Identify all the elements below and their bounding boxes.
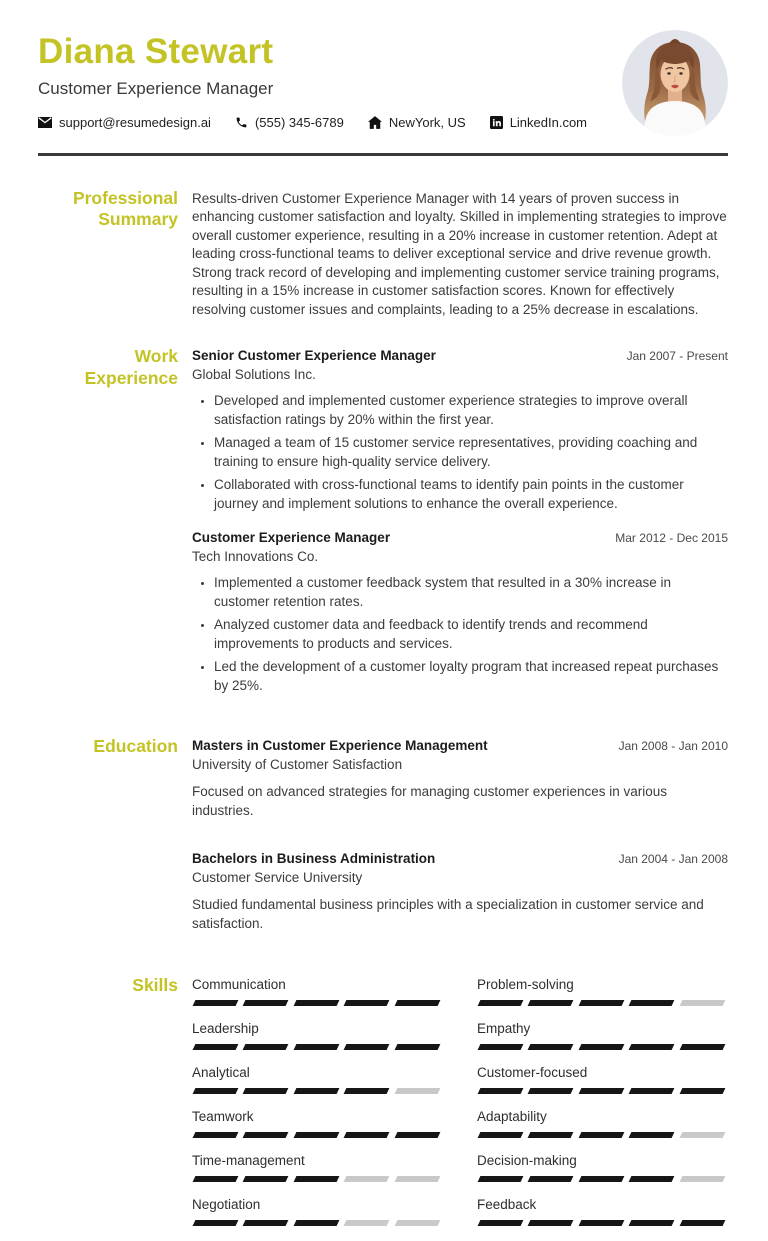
skill-bar-segment-filled	[293, 1132, 339, 1138]
skill-bar-segment-filled	[193, 1132, 239, 1138]
skill-name: Communication	[192, 977, 286, 993]
profile-photo	[622, 30, 728, 136]
skill-bar-segment-filled	[679, 1220, 725, 1226]
job-bullet: • Analyzed customer data and feedback to identify trends and recommend improvements to products and services.	[214, 616, 728, 653]
skill-name: Time-management	[192, 1153, 305, 1169]
skill-bar-segment-filled	[478, 1088, 524, 1094]
skill-bar-segment-filled	[478, 1132, 524, 1138]
skill-item	[192, 1109, 443, 1138]
skill-bar-segment-filled	[293, 1220, 339, 1226]
skill-bar-segment-filled	[528, 1132, 574, 1138]
skill-bar-segment-filled	[528, 1000, 574, 1006]
skill-level-bar	[192, 1044, 443, 1050]
section-work-experience	[38, 346, 728, 700]
degree-school: University of Customer Satisfaction	[192, 757, 403, 773]
skill-bar-segment-empty	[394, 1176, 440, 1182]
skill-bar-segment-filled	[478, 1044, 524, 1050]
job-bullet: • Developed and implemented customer experience strategies to improve overall satisfaction ratings by 20% within the first year.	[214, 392, 728, 429]
skill-bar-segment-filled	[478, 1176, 524, 1182]
skill-name: Customer-focused	[477, 1065, 588, 1081]
skill-bar-segment-filled	[293, 1044, 339, 1050]
skill-level-bar	[477, 1176, 728, 1182]
skill-bar-segment-empty	[344, 1220, 390, 1226]
skill-name: Decision-making	[477, 1153, 577, 1169]
skill-name: Negotiation	[192, 1197, 261, 1213]
education-entry	[192, 736, 728, 820]
skill-bar-segment-filled	[578, 1000, 624, 1006]
skill-bar-segment-filled	[679, 1088, 725, 1094]
skill-bar-segment-filled	[629, 1000, 675, 1006]
skill-item	[477, 1065, 728, 1094]
skill-name: Empathy	[477, 1021, 531, 1037]
contact-location[interactable]	[368, 115, 466, 130]
job-company: Global Solutions Inc.	[192, 367, 316, 383]
skill-item	[477, 977, 728, 1006]
skill-bar-segment-filled	[243, 1220, 289, 1226]
skill-name: Problem-solving	[477, 977, 574, 993]
skill-item	[192, 1065, 443, 1094]
contact-email[interactable]	[38, 115, 211, 130]
skill-level-bar	[477, 1044, 728, 1050]
skill-bar-segment-filled	[578, 1088, 624, 1094]
contact-phone-text: (555) 345-6789	[254, 114, 344, 130]
skill-bar-segment-filled	[629, 1220, 675, 1226]
section-heading-professional-summary: Professional Summary	[72, 188, 178, 230]
skill-bar-segment-filled	[293, 1176, 339, 1182]
job-bullets	[192, 574, 728, 695]
section-education	[38, 736, 728, 933]
degree-dates: Jan 2004 - Jan 2008	[618, 852, 728, 867]
skill-level-bar	[477, 1088, 728, 1094]
section-professional-summary	[38, 188, 728, 319]
job-bullet: • Managed a team of 15 customer service representatives, providing coaching and training to ensure high-quality service delivery.	[214, 434, 728, 471]
job-entry	[192, 528, 728, 695]
skill-bar-segment-filled	[578, 1220, 624, 1226]
degree-title: Masters in Customer Experience Management	[192, 738, 488, 754]
skill-bar-segment-filled	[394, 1000, 440, 1006]
skill-bar-segment-filled	[528, 1088, 574, 1094]
skills-column-right	[477, 977, 728, 1241]
skill-item	[192, 1021, 443, 1050]
skill-bar-segment-filled	[478, 1220, 524, 1226]
section-heading-education: Education	[93, 736, 178, 757]
skill-level-bar	[192, 1176, 443, 1182]
skills-column-left	[192, 977, 443, 1241]
skill-bar-segment-filled	[193, 1088, 239, 1094]
job-title: Senior Customer Experience Manager	[192, 348, 436, 364]
degree-title: Bachelors in Business Administration	[192, 851, 436, 867]
skill-bar-segment-filled	[344, 1132, 390, 1138]
skill-level-bar	[477, 1220, 728, 1226]
person-name: Diana Stewart	[38, 32, 274, 71]
job-dates: Jan 2007 - Present	[626, 349, 728, 364]
skill-item	[192, 977, 443, 1006]
contact-location-text: NewYork, US	[388, 114, 466, 130]
skill-bar-segment-filled	[243, 1000, 289, 1006]
skill-item	[192, 1153, 443, 1182]
skill-bar-segment-filled	[394, 1132, 440, 1138]
linkedin-icon	[490, 116, 503, 129]
skill-bar-segment-filled	[578, 1132, 624, 1138]
skill-bar-segment-empty	[679, 1132, 725, 1138]
job-bullet: • Collaborated with cross-functional teams to identify pain points in the customer journey and implement solutions to enhance the overall experience.	[214, 476, 728, 513]
section-skills	[38, 975, 728, 1241]
skill-bar-segment-filled	[629, 1044, 675, 1050]
skill-bar-segment-empty	[394, 1220, 440, 1226]
job-bullet: • Implemented a customer feedback system that resulted in a 30% increase in customer retention rates.	[214, 574, 728, 611]
skill-name: Leadership	[192, 1021, 259, 1037]
skill-item	[192, 1197, 443, 1226]
skill-bar-segment-filled	[679, 1044, 725, 1050]
education-entry	[192, 849, 728, 933]
skill-name: Teamwork	[192, 1109, 254, 1125]
skill-bar-segment-filled	[293, 1088, 339, 1094]
job-bullets	[192, 392, 728, 513]
skill-bar-segment-filled	[243, 1132, 289, 1138]
section-heading-skills: Skills	[132, 975, 178, 996]
section-heading-work-experience: Work Experience	[84, 346, 178, 388]
skill-bar-segment-filled	[293, 1000, 339, 1006]
skill-bar-segment-empty	[679, 1000, 725, 1006]
header-identity	[38, 28, 587, 130]
skill-level-bar	[477, 1000, 728, 1006]
skill-name: Adaptability	[477, 1109, 547, 1125]
skill-bar-segment-filled	[578, 1176, 624, 1182]
skill-bar-segment-filled	[243, 1088, 289, 1094]
job-entry	[192, 346, 728, 513]
skill-bar-segment-filled	[193, 1044, 239, 1050]
skill-bar-segment-filled	[243, 1176, 289, 1182]
contact-linkedin[interactable]	[490, 115, 587, 130]
job-bullet: • Led the development of a customer loyalty program that increased repeat purchases by 25%.	[214, 658, 728, 695]
person-title: Customer Experience Manager	[38, 78, 274, 98]
degree-description: Focused on advanced strategies for managing customer experiences in various industries.	[192, 784, 668, 818]
job-title: Customer Experience Manager	[192, 530, 391, 546]
skill-bar-segment-filled	[394, 1044, 440, 1050]
contact-row	[38, 115, 587, 130]
skill-item	[477, 1153, 728, 1182]
skill-bar-segment-filled	[629, 1176, 675, 1182]
skill-bar-segment-filled	[528, 1044, 574, 1050]
summary-text: Results-driven Customer Experience Manager with 14 years of proven success in enhancing customer satisfaction and loyalty. Skilled in implementing strategies to improve overall customer experience, resulting in a 20% increase in customer retention. Adept at leading cross-functional teams to deliver exceptional service and drive revenue growth. Strong track record of developing and implementing customer service training programs, resulting in a 15% increase in customer satisfaction scores. Known for effectively resolving customer issues and complaints, leading to a 25% decrease in escalations.	[192, 191, 727, 317]
skill-bar-segment-filled	[629, 1132, 675, 1138]
degree-description: Studied fundamental business principles with a specialization in customer service and satisfaction.	[192, 897, 704, 931]
resume-header	[38, 28, 728, 136]
skill-bar-segment-filled	[344, 1088, 390, 1094]
skill-bar-segment-filled	[193, 1220, 239, 1226]
phone-icon	[235, 116, 248, 129]
skill-bar-segment-filled	[193, 1000, 239, 1006]
skill-name: Feedback	[477, 1197, 537, 1213]
contact-email-text: support@resumedesign.ai	[59, 114, 211, 130]
contact-phone[interactable]	[235, 115, 344, 130]
contact-linkedin-text: LinkedIn.com	[509, 114, 588, 130]
skill-level-bar	[192, 1132, 443, 1138]
skill-bar-segment-empty	[344, 1176, 390, 1182]
job-dates: Mar 2012 - Dec 2015	[615, 531, 728, 546]
skill-bar-segment-filled	[243, 1044, 289, 1050]
skill-bar-segment-filled	[344, 1000, 390, 1006]
skill-level-bar	[192, 1220, 443, 1226]
degree-dates: Jan 2008 - Jan 2010	[618, 739, 728, 754]
skill-item	[477, 1109, 728, 1138]
skill-item	[477, 1197, 728, 1226]
skill-bar-segment-empty	[394, 1088, 440, 1094]
header-divider	[38, 153, 728, 156]
skill-bar-segment-filled	[629, 1088, 675, 1094]
home-icon	[368, 116, 382, 129]
skill-bar-segment-filled	[528, 1220, 574, 1226]
skill-level-bar	[192, 1088, 443, 1094]
skill-item	[477, 1021, 728, 1050]
skill-bar-segment-filled	[578, 1044, 624, 1050]
skill-bar-segment-filled	[528, 1176, 574, 1182]
skill-name: Analytical	[192, 1065, 250, 1081]
skill-bar-segment-empty	[679, 1176, 725, 1182]
skill-level-bar	[477, 1132, 728, 1138]
skill-bar-segment-filled	[193, 1176, 239, 1182]
degree-school: Customer Service University	[192, 870, 363, 886]
skill-level-bar	[192, 1000, 443, 1006]
skill-bar-segment-filled	[344, 1044, 390, 1050]
skill-bar-segment-filled	[478, 1000, 524, 1006]
job-company: Tech Innovations Co.	[192, 549, 319, 565]
email-icon	[38, 117, 52, 128]
